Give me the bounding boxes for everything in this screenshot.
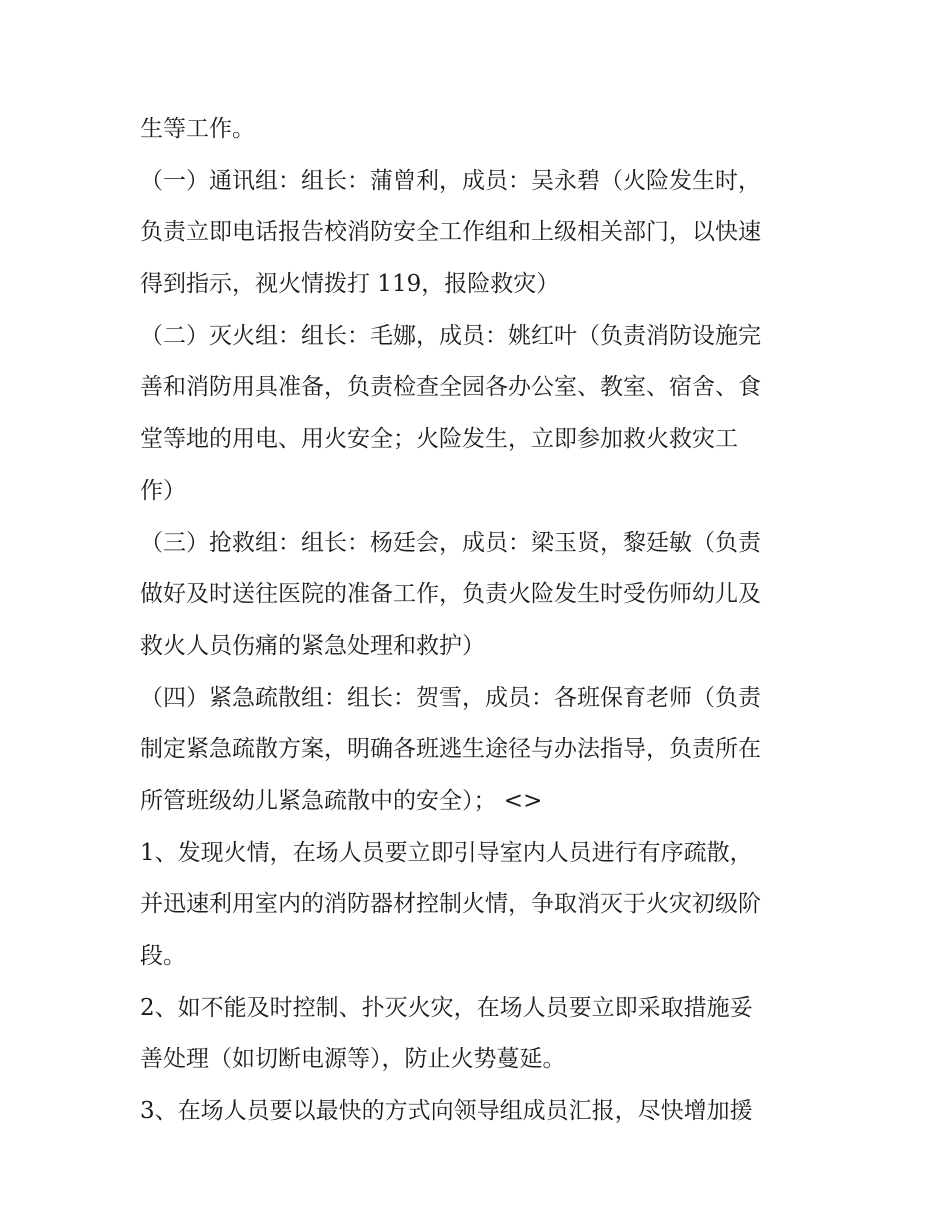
text-line: 制定紧急疏散方案，明确各班逃生途径与办法指导，负责所在 (140, 736, 761, 763)
text-line: 救火人员伤痛的紧急处理和救护） (140, 632, 485, 659)
text-line: 生等工作。 (140, 116, 255, 142)
text-line: 1、发现火情，在场人员要立即引导室内人员进行有序疏散， (140, 839, 753, 866)
text-line: 段。 (140, 943, 186, 969)
text-line: 2、如不能及时控制、扑灭火灾，在场人员要立即采取措施妥 (140, 994, 753, 1021)
text-line: 并迅速利用室内的消防器材控制火情，争取消灭于火灾初级阶 (140, 891, 761, 918)
text-line: 作） (140, 477, 186, 504)
text-line: （四）紧急疏散组：组长：贺雪，成员：各班保育老师（负责 (140, 684, 761, 711)
text-line: 负责立即电话报告校消防安全工作组和上级相关部门，以快速 (140, 219, 761, 246)
document-body (140, 104, 820, 1138)
text-line: 堂等地的用电、用火安全；火险发生，立即参加救火救灾工 (140, 426, 738, 453)
text-line: 做好及时送往医院的准备工作，负责火险发生时受伤师幼儿及 (140, 581, 761, 608)
text-line: （二）灭火组：组长：毛娜，成员：姚红叶（负责消防设施完 (140, 322, 761, 349)
text-line: 所管班级幼儿紧急疏散中的安全）； <> (140, 787, 543, 814)
text-line: 得到指示，视火情拨打 119，报险救灾） (140, 271, 560, 298)
text-line: （一）通讯组：组长：蒲曾利，成员：吴永碧（火险发生时， (140, 167, 761, 194)
text-line: 善处理（如切断电源等），防止火势蔓延。 (140, 1046, 566, 1073)
text-line: （三）抢救组：组长：杨廷会，成员：梁玉贤，黎廷敏（负责 (140, 529, 761, 556)
text-line: 3、在场人员要以最快的方式向领导组成员汇报，尽快增加援 (140, 1098, 753, 1125)
text-line: 善和消防用具准备，负责检查全园各办公室、教室、宿舍、食 (140, 374, 761, 401)
